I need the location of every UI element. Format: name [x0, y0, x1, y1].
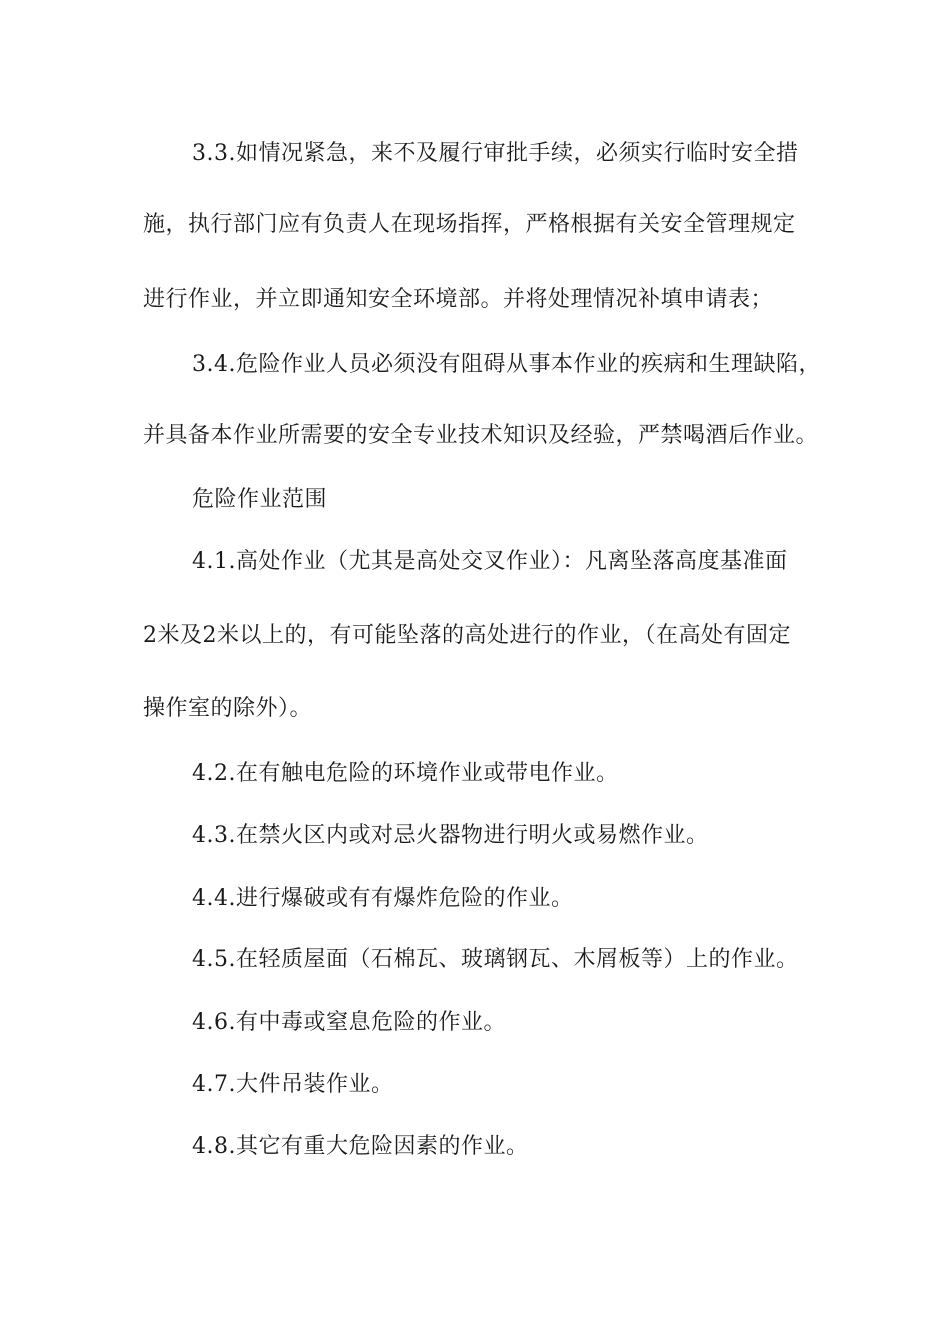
paragraph-4-6: 4.6.有中毒或窒息危险的作业。: [192, 1010, 506, 1035]
paragraph-4-5: 4.5.在轻质屋面（石棉瓦、玻璃钢瓦、木屑板等）上的作业。: [192, 947, 799, 972]
paragraph-4-1-line-3: 操作室的除外）。: [143, 696, 313, 721]
paragraph-4-8: 4.8.其它有重大危险因素的作业。: [192, 1134, 529, 1159]
paragraph-4-2: 4.2.在有触电危险的环境作业或带电作业。: [192, 761, 619, 786]
paragraph-3-3-line-3: 进行作业，并立即通知安全环境部。并将处理情况补填申请表；: [143, 287, 774, 312]
paragraph-4-7: 4.7.大件吊装作业。: [192, 1072, 394, 1097]
paragraph-3-4-line-2: 并具备本作业所需要的安全专业技术知识及经验，严禁喝酒后作业。: [143, 423, 819, 448]
paragraph-3-4-line-1: 3.4.危险作业人员必须没有阻碍从事本作业的疾病和生理缺陷，: [192, 352, 821, 377]
paragraph-4-4: 4.4.进行爆破或有有爆炸危险的作业。: [192, 886, 574, 911]
paragraph-3-3-line-2: 施，执行部门应有负责人在现场指挥，严格根据有关安全管理规定: [143, 212, 796, 237]
paragraph-4-3: 4.3.在禁火区内或对忌火器物进行明火或易燃作业。: [192, 823, 709, 848]
paragraph-4-1-line-1: 4.1.高处作业（尤其是高处交叉作业）：凡离坠落高度基准面: [192, 549, 788, 574]
section-heading: 危险作业范围: [192, 487, 328, 512]
paragraph-3-3-line-1: 3.3.如情况紧急，来不及履行审批手续，必须实行临时安全措: [192, 141, 799, 166]
paragraph-4-1-line-2: 2米及2米以上的，有可能坠落的高处进行的作业，（在高处有固定: [143, 623, 791, 648]
